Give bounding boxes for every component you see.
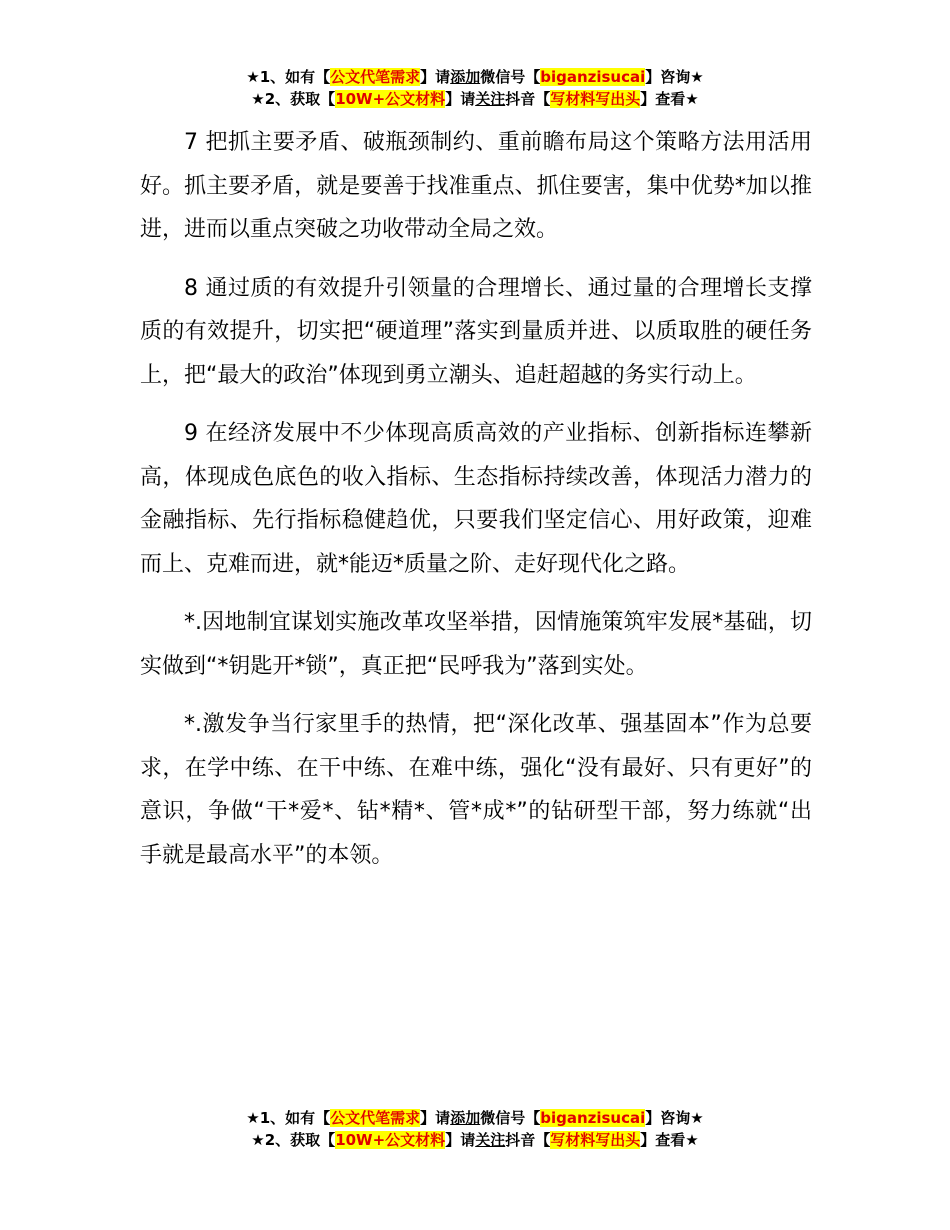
banner-text: ★1、如有【 [246,1109,331,1127]
banner-text: 】咨询★ [645,1109,704,1127]
emphasis-text: 添加 [450,68,481,86]
banner-text: 】请 [420,1109,451,1127]
banner-line-1 [0,1107,950,1129]
highlight-douyin-account: 写材料写出头 [550,90,641,108]
highlight-wechat-id: biganzisucai [540,68,646,86]
highlight-douyin-account: 写材料写出头 [550,1131,641,1149]
header-banner [0,66,950,110]
paragraph: *.因地制宜谋划实施改革攻坚举措，因情施策筑牢发展*基础，切实做到“*钥匙开*锁”，真正把“民呼我为”落到实处。 [140,610,812,679]
banner-text: 抖音【 [505,90,551,108]
paragraph: 8 通过质的有效提升引领量的合理增长、通过量的合理增长支撑质的有效提升，切实把“硬道理”落实到量质并进、以质取胜的硬任务上，把“最大的政治”体现到勇立潮头、追赶超越的务实行动上。 [140,275,812,388]
footer-banner [0,1107,950,1151]
banner-line-2 [0,88,950,110]
banner-text: ★1、如有【 [246,68,331,86]
paragraph: 9 在经济发展中不少体现高质高效的产业指标、创新指标连攀新高，体现成色底色的收入指标、生态指标持续改善，体现活力潜力的金融指标、先行指标稳健趋优，只要我们坚定信心、用好政策，迎难而上、克难而进，就*能迈*质量之阶、走好现代化之路。 [140,421,812,577]
emphasis-text: 添加 [450,1109,481,1127]
banner-text: 抖音【 [505,1131,551,1149]
banner-text: 微信号【 [480,1109,541,1127]
paragraph: *.激发争当行家里手的热情，把“深化改革、强基固本”作为总要求，在学中练、在干中练、在难中练，强化“没有最好、只有更好”的意识，争做“干*爱*、钻*精*、管*成*”的钻研型干部，努力练就“出手就是最高水平”的本领。 [140,712,812,868]
banner-text: 】咨询★ [645,68,704,86]
highlight-service: 公文代笔需求 [330,1109,421,1127]
banner-text: 】查看★ [640,1131,699,1149]
banner-text: 】请 [445,1131,476,1149]
banner-line-2 [0,1129,950,1151]
banner-text: 】请 [445,90,476,108]
highlight-wechat-id: biganzisucai [540,1109,646,1127]
banner-text: 】请 [420,68,451,86]
emphasis-text: 关注 [475,90,506,108]
banner-text: 微信号【 [480,68,541,86]
banner-text: ★2、获取【 [251,90,336,108]
banner-text: 】查看★ [640,90,699,108]
highlight-materials: 10W+公文材料 [335,90,446,108]
banner-line-1 [0,66,950,88]
highlight-materials: 10W+公文材料 [335,1131,446,1149]
paragraph: 7 把抓主要矛盾、破瓶颈制约、重前瞻布局这个策略方法用活用好。抓主要矛盾，就是要善于找准重点、抓住要害，集中优势*加以推进，进而以重点突破之功收带动全局之效。 [140,130,812,242]
emphasis-text: 关注 [475,1131,506,1149]
document-body [140,121,812,892]
banner-text: ★2、获取【 [251,1131,336,1149]
highlight-service: 公文代笔需求 [330,68,421,86]
